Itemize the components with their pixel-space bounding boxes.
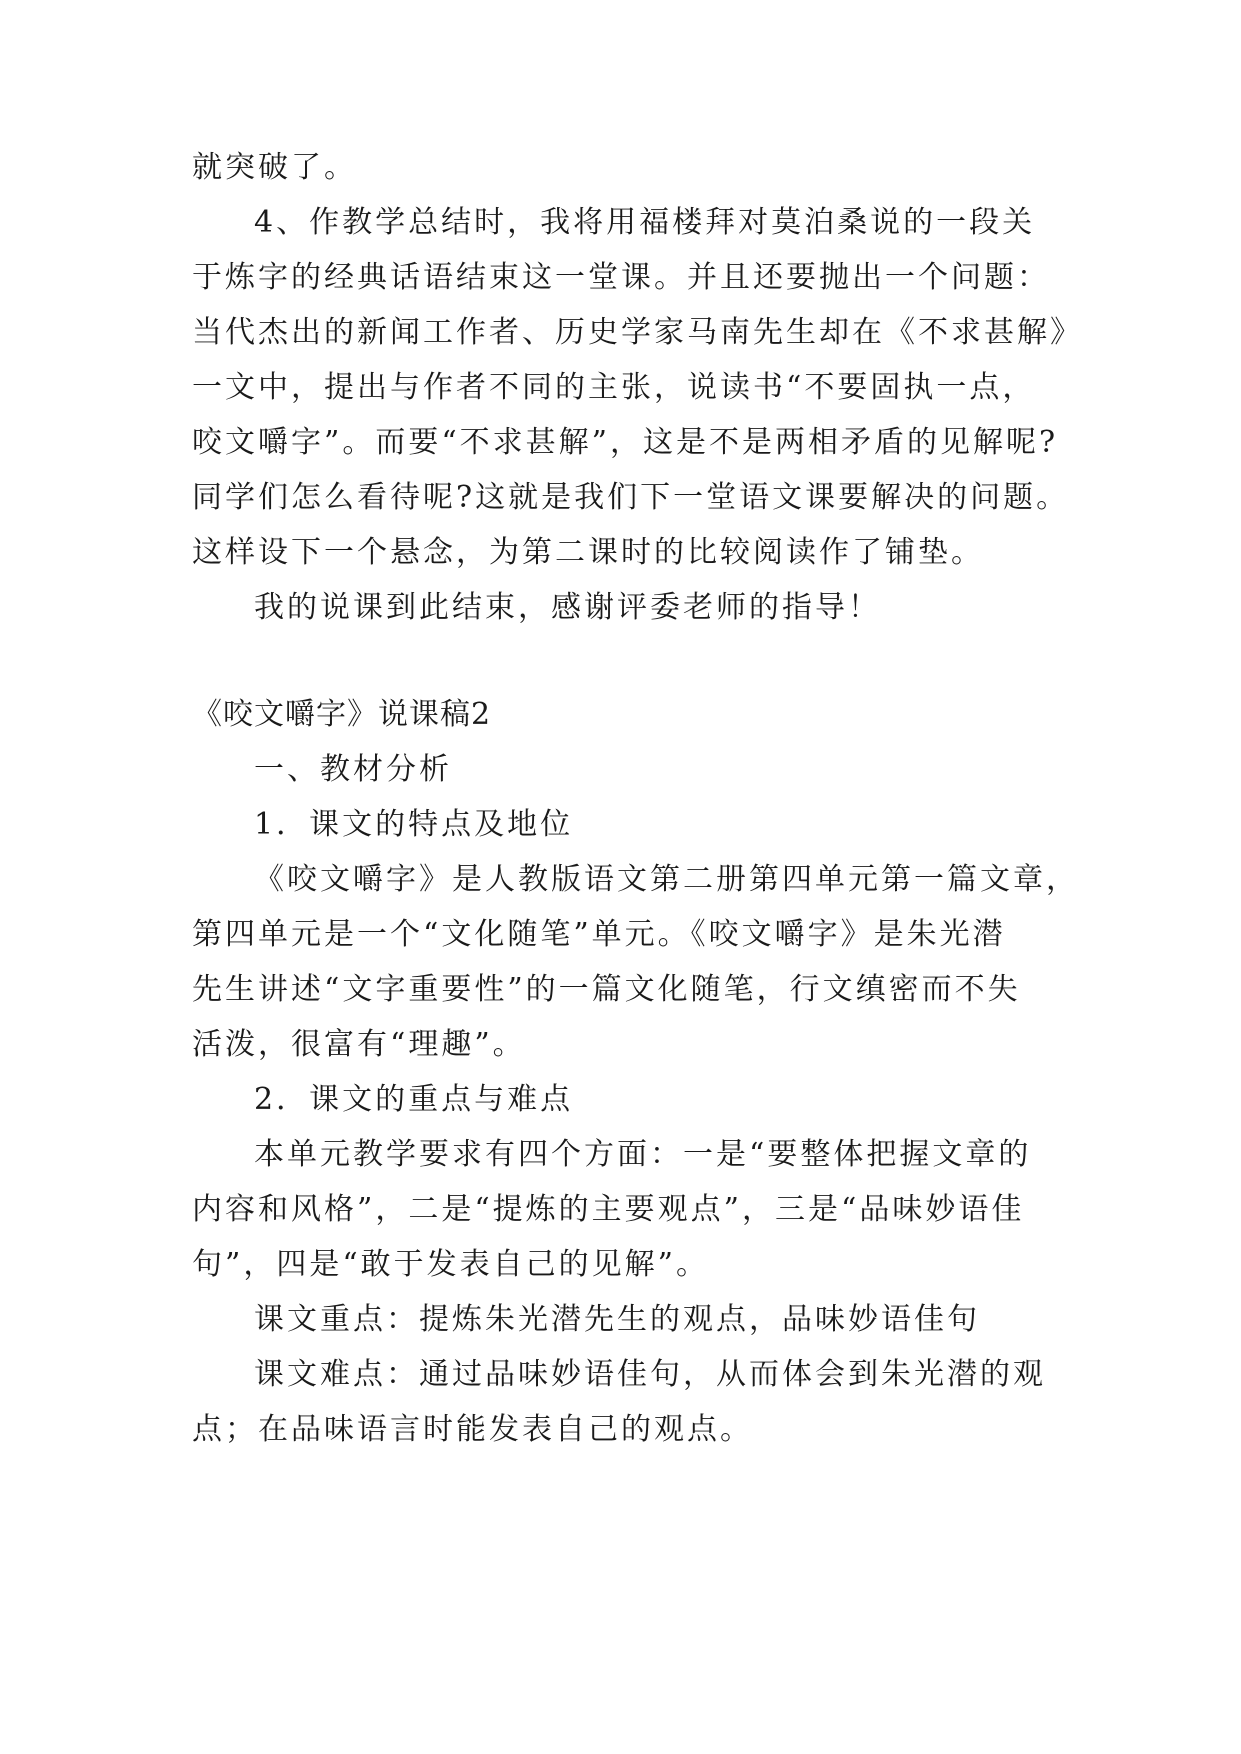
paragraph-line: 于炼字的经典话语结束这一堂课。并且还要抛出一个问题：: [192, 260, 1050, 295]
paragraph-line: 先生讲述“文字重要性”的一篇文化随笔，行文缜密而不失: [192, 972, 1021, 1007]
section-heading: 一、教材分析: [254, 752, 452, 787]
paragraph-line: 同学们怎么看待呢?这就是我们下一堂语文课要解决的问题。: [192, 480, 1070, 515]
paragraph-line: 课文难点：通过品味妙语佳句，从而体会到朱光潜的观: [254, 1357, 1046, 1392]
paragraph-line: 当代杰出的新闻工作者、历史学家马南先生却在《不求甚解》: [192, 315, 1083, 350]
paragraph-line: 内容和风格”，二是“提炼的主要观点”，三是“品味妙语佳: [192, 1192, 1025, 1227]
paragraph-line: 就突破了。: [192, 150, 357, 185]
section-title: 《咬文嚼字》说课稿2: [192, 697, 492, 732]
subsection-heading: 2．课文的重点与难点: [254, 1082, 574, 1117]
paragraph-line: 点；在品味语言时能发表自己的观点。: [192, 1412, 753, 1447]
paragraph-line: 这样设下一个悬念，为第二课时的比较阅读作了铺垫。: [192, 535, 984, 570]
paragraph-line: 咬文嚼字”。而要“不求甚解”，这是不是两相矛盾的见解呢?: [192, 425, 1059, 460]
paragraph-line: 我的说课到此结束，感谢评委老师的指导！: [254, 590, 881, 625]
paragraph-line: 本单元教学要求有四个方面：一是“要整体把握文章的: [254, 1137, 1032, 1172]
paragraph-line: 第四单元是一个“文化随笔”单元。《咬文嚼字》是朱光潜: [192, 917, 1006, 952]
paragraph-line: 一文中，提出与作者不同的主张，说读书“不要固执一点，: [192, 370, 1036, 405]
paragraph-line: 课文重点：提炼朱光潜先生的观点，品味妙语佳句: [254, 1302, 980, 1337]
paragraph-line: 活泼，很富有“理趣”。: [192, 1027, 526, 1062]
paragraph-line: 句”，四是“敢于发表自己的见解”。: [192, 1247, 710, 1282]
subsection-heading: 1．课文的特点及地位: [254, 807, 574, 842]
paragraph-line: 4、作教学总结时，我将用福楼拜对莫泊桑说的一段关: [254, 205, 1036, 240]
paragraph-line: 《咬文嚼字》是人教版语文第二册第四单元第一篇文章，: [254, 862, 1079, 897]
